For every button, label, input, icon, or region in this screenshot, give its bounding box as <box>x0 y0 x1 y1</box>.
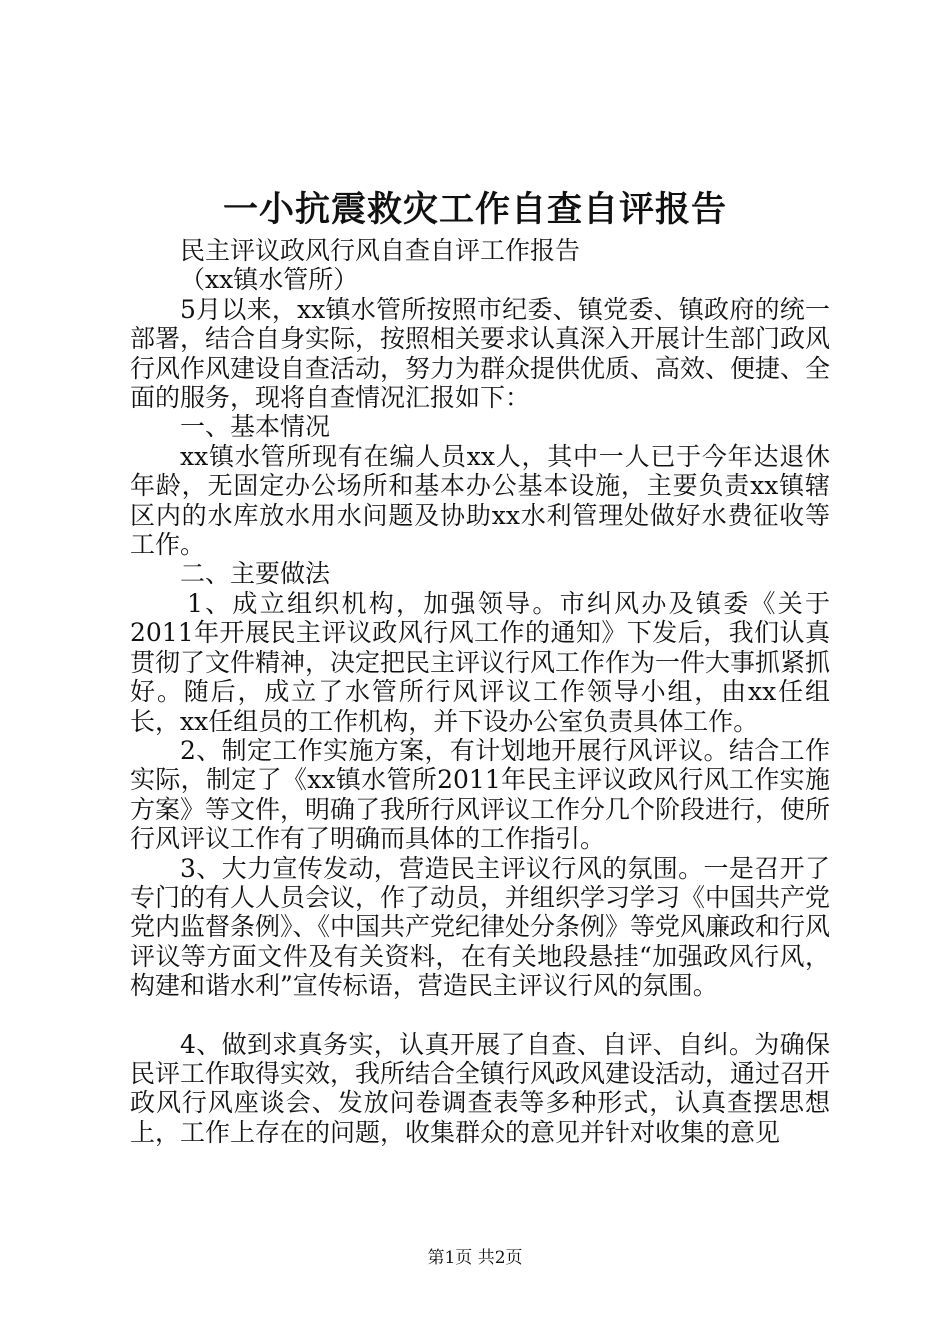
section-heading-basic-situation: 一、基本情况 <box>180 412 331 442</box>
basic-situation-paragraph: xx镇水管所现有在编人员xx人，其中一人已于今年达退休年龄，无固定办公场所和基本办公基本设施，主要负责xx镇辖区内的水库放水用水问题及协助xx水利管理处做好水费征收等工作。 <box>130 441 830 560</box>
section-heading-main-practices: 二、主要做法 <box>180 559 331 589</box>
report-organization: （xx镇水管所） <box>180 265 359 295</box>
practice-paragraph-1: 1、成立组织机构，加强领导。市纠风办及镇委《关于2011年开展民主评议政风行风工作的通知》下发后，我们认真贯彻了文件精神，决定把民主评议行风工作作为一件大事抓紧抓好。随后，成立了水管所行风评议工作领导小组，由xx任组长，xx任组员的工作机构，并下设办公室负责具体工作。 <box>130 588 831 736</box>
document-title: 一小抗震救灾工作自查自评报告 <box>222 189 727 230</box>
document-body <box>130 236 830 1147</box>
intro-paragraph: 5月以来，xx镇水管所按照市纪委、镇党委、镇政府的统一部署，结合自身实际，按照相关要求认真深入开展计生部门政风行风作风建设自查活动，努力为群众提供优质、高效、便捷、全面的服务，现将自查情况汇报如下： <box>130 294 831 413</box>
report-subtitle: 民主评议政风行风自查自评工作报告 <box>180 236 581 265</box>
practice-paragraph-2: 2、制定工作实施方案，有计划地开展行风评议。结合工作实际，制定了《xx镇水管所2011年民主评议政风行风工作实施方案》等文件，明确了我所行风评议工作分几个阶段进行，使所行风评议工作有了明确而具体的工作指引。 <box>130 735 831 854</box>
paragraph-gap <box>130 1001 830 1030</box>
page-footer: 第1页 共2页 <box>427 1248 523 1268</box>
practice-paragraph-4: 4、做到求真务实，认真开展了自查、自评、自纠。为确保民评工作取得实效，我所结合全镇行风政风建设活动，通过召开政风行风座谈会、发放问卷调查表等多种形式，认真查摆思想上，工作上存在的问题，收集群众的意见并针对收集的意见 <box>130 1029 831 1147</box>
practice-paragraph-3: 3、大力宣传发动，营造民主评议行风的氛围。一是召开了专门的有人人员会议，作了动员，并组织学习学习《中国共产党党内监督条例》、《中国共产党纪律处分条例》等党风廉政和行风评议等方面文件及有关资料，在有关地段悬挂“加强政风行风，构建和谐水利”宣传标语，营造民主评议行风的氛围。 <box>130 853 831 1001</box>
